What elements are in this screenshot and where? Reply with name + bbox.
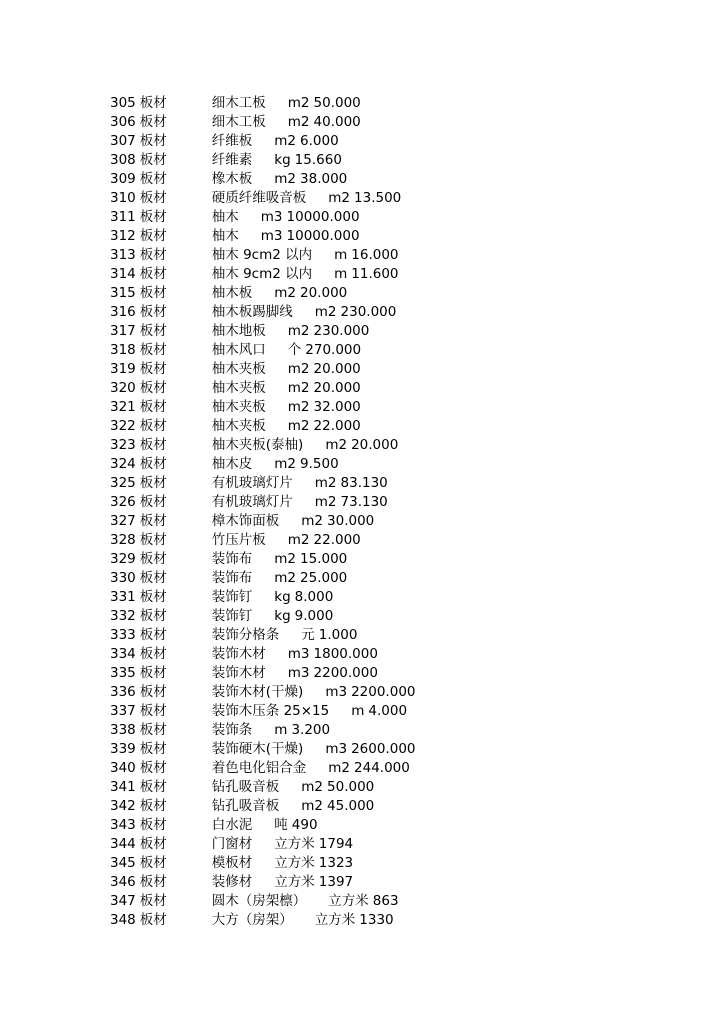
item-price: 4.000 <box>368 703 408 719</box>
item-number: 333 <box>110 627 136 643</box>
list-item <box>110 151 704 170</box>
item-number: 331 <box>110 589 136 605</box>
item-category: 板材 <box>139 209 167 225</box>
item-unit: kg <box>274 608 291 624</box>
item-number: 307 <box>110 133 136 149</box>
list-item <box>110 493 704 512</box>
list-item <box>110 417 704 436</box>
item-category: 板材 <box>139 494 167 510</box>
item-category: 板材 <box>139 323 167 339</box>
item-category: 板材 <box>139 722 167 738</box>
item-category: 板材 <box>139 589 167 605</box>
item-unit: m2 <box>287 95 310 111</box>
list-item <box>110 569 704 588</box>
item-price: 10000.000 <box>286 209 360 225</box>
item-price: 45.000 <box>327 798 375 814</box>
item-unit: m2 <box>301 779 324 795</box>
item-number: 334 <box>110 646 136 662</box>
item-number: 318 <box>110 342 136 358</box>
item-number: 341 <box>110 779 136 795</box>
item-price: 9.500 <box>300 456 339 472</box>
item-category: 板材 <box>139 152 167 168</box>
item-category: 板材 <box>139 380 167 396</box>
item-number: 347 <box>110 893 136 909</box>
list-item <box>110 854 704 873</box>
item-name: 柚木板踢脚线 <box>211 304 293 320</box>
list-item <box>110 170 704 189</box>
item-name: 柚木 9cm2 以内 <box>211 266 313 282</box>
item-number: 344 <box>110 836 136 852</box>
item-category: 板材 <box>139 741 167 757</box>
item-name: 钻孔吸音板 <box>211 798 280 814</box>
item-category: 板材 <box>139 779 167 795</box>
list-item <box>110 683 704 702</box>
item-number: 316 <box>110 304 136 320</box>
item-number: 338 <box>110 722 136 738</box>
item-name: 装饰硬木(干燥) <box>211 741 304 757</box>
item-number: 343 <box>110 817 136 833</box>
item-number: 332 <box>110 608 136 624</box>
item-category: 板材 <box>139 570 167 586</box>
item-category: 板材 <box>139 684 167 700</box>
item-category: 板材 <box>139 855 167 871</box>
item-number: 342 <box>110 798 136 814</box>
item-category: 板材 <box>139 798 167 814</box>
item-name: 装饰钉 <box>211 608 253 624</box>
item-price: 20.000 <box>313 380 361 396</box>
item-unit: m2 <box>287 361 310 377</box>
item-price: 863 <box>372 893 399 909</box>
item-price: 230.000 <box>313 323 370 339</box>
item-name: 柚木板 <box>211 285 253 301</box>
item-category: 板材 <box>139 513 167 529</box>
list-item <box>110 246 704 265</box>
item-category: 板材 <box>139 247 167 263</box>
item-name: 模板材 <box>211 855 253 871</box>
list-item <box>110 607 704 626</box>
item-price: 1323 <box>318 855 354 871</box>
item-unit: m2 <box>287 532 310 548</box>
item-price: 20.000 <box>300 285 348 301</box>
item-price: 40.000 <box>313 114 361 130</box>
item-name: 柚木夹板(泰柚) <box>211 437 304 453</box>
item-name: 装饰布 <box>211 570 253 586</box>
item-category: 板材 <box>139 608 167 624</box>
item-category: 板材 <box>139 133 167 149</box>
item-name: 柚木皮 <box>211 456 253 472</box>
item-category: 板材 <box>139 190 167 206</box>
item-name: 细木工板 <box>211 95 266 111</box>
item-category: 板材 <box>139 437 167 453</box>
item-category: 板材 <box>139 95 167 111</box>
list-item <box>110 911 704 930</box>
item-category: 板材 <box>139 456 167 472</box>
item-price: 16.000 <box>351 247 399 263</box>
item-price: 2200.000 <box>313 665 378 681</box>
item-category: 板材 <box>139 817 167 833</box>
item-number: 330 <box>110 570 136 586</box>
item-number: 327 <box>110 513 136 529</box>
item-price: 1800.000 <box>313 646 378 662</box>
list-item <box>110 531 704 550</box>
item-name: 纤维板 <box>211 133 253 149</box>
item-number: 319 <box>110 361 136 377</box>
item-number: 335 <box>110 665 136 681</box>
item-number: 310 <box>110 190 136 206</box>
item-unit: kg <box>274 152 291 168</box>
item-name: 装饰分格条 <box>211 627 280 643</box>
item-unit: m2 <box>325 437 348 453</box>
list-item <box>110 702 704 721</box>
item-unit: m2 <box>328 190 351 206</box>
item-name: 装饰条 <box>211 722 253 738</box>
item-name: 柚木夹板 <box>211 399 266 415</box>
item-name: 柚木地板 <box>211 323 266 339</box>
item-price: 8.000 <box>294 589 334 605</box>
item-name: 橡木板 <box>211 171 253 187</box>
item-number: 329 <box>110 551 136 567</box>
item-unit: m <box>351 703 365 719</box>
item-number: 320 <box>110 380 136 396</box>
list-item <box>110 550 704 569</box>
item-price: 244.000 <box>354 760 410 776</box>
item-category: 板材 <box>139 532 167 548</box>
item-name: 圆木（房架檩） <box>211 893 307 909</box>
item-name: 有机玻璃灯片 <box>211 494 293 510</box>
item-price: 50.000 <box>327 779 375 795</box>
item-unit: 立方米 <box>274 855 315 871</box>
item-number: 305 <box>110 95 136 111</box>
list-item <box>110 835 704 854</box>
item-number: 313 <box>110 247 136 263</box>
item-category: 板材 <box>139 665 167 681</box>
item-number: 325 <box>110 475 136 491</box>
item-name: 装饰钉 <box>211 589 253 605</box>
item-name: 着色电化铝合金 <box>211 760 307 776</box>
list-item <box>110 341 704 360</box>
item-name: 硬质纤维吸音板 <box>211 190 307 206</box>
item-price: 1397 <box>318 874 354 890</box>
item-number: 345 <box>110 855 136 871</box>
item-price: 1794 <box>318 836 354 852</box>
item-unit: m3 <box>325 684 348 700</box>
item-name: 门窗材 <box>211 836 253 852</box>
item-number: 348 <box>110 912 136 928</box>
item-unit: m2 <box>274 133 297 149</box>
list-item <box>110 512 704 531</box>
item-unit: 立方米 <box>314 912 356 928</box>
item-number: 309 <box>110 171 136 187</box>
list-item <box>110 208 704 227</box>
item-price: 490 <box>291 817 318 833</box>
item-number: 340 <box>110 760 136 776</box>
item-category: 板材 <box>139 703 167 719</box>
list-item <box>110 740 704 759</box>
item-name: 柚木 9cm2 以内 <box>211 247 313 263</box>
item-price: 11.600 <box>351 266 399 282</box>
item-unit: m3 <box>287 646 310 662</box>
item-name: 纤维素 <box>211 152 253 168</box>
item-unit: m2 <box>301 798 324 814</box>
item-name: 柚木夹板 <box>211 380 266 396</box>
item-price: 50.000 <box>313 95 361 111</box>
item-name: 装饰木压条 25×15 <box>211 703 330 719</box>
item-name: 装修材 <box>211 874 253 890</box>
list-item <box>110 474 704 493</box>
item-number: 337 <box>110 703 136 719</box>
item-number: 314 <box>110 266 136 282</box>
item-category: 板材 <box>139 114 167 130</box>
item-number: 326 <box>110 494 136 510</box>
item-name: 装饰木材 <box>211 665 266 681</box>
list-item <box>110 189 704 208</box>
item-unit: 立方米 <box>274 836 315 852</box>
list-item <box>110 132 704 151</box>
list-item <box>110 892 704 911</box>
item-category: 板材 <box>139 399 167 415</box>
item-unit: m2 <box>274 570 297 586</box>
item-category: 板材 <box>139 171 167 187</box>
item-price: 2200.000 <box>351 684 416 700</box>
item-category: 板材 <box>139 361 167 377</box>
list-item <box>110 227 704 246</box>
item-unit: m3 <box>287 665 310 681</box>
list-item <box>110 759 704 778</box>
item-category: 板材 <box>139 304 167 320</box>
item-category: 板材 <box>139 893 167 909</box>
list-item <box>110 303 704 322</box>
item-number: 317 <box>110 323 136 339</box>
list-item <box>110 797 704 816</box>
item-number: 328 <box>110 532 136 548</box>
item-price: 22.000 <box>313 532 361 548</box>
item-unit: m2 <box>287 114 310 130</box>
item-number: 324 <box>110 456 136 472</box>
item-number: 321 <box>110 399 136 415</box>
list-item <box>110 436 704 455</box>
item-number: 336 <box>110 684 136 700</box>
item-unit: m3 <box>260 228 283 244</box>
list-item <box>110 113 704 132</box>
item-name: 大方（房架） <box>211 912 293 928</box>
item-price: 270.000 <box>305 342 362 358</box>
item-unit: m2 <box>274 285 297 301</box>
item-number: 346 <box>110 874 136 890</box>
list-item <box>110 664 704 683</box>
item-unit: kg <box>274 589 291 605</box>
item-unit: 元 <box>301 627 315 643</box>
list-item <box>110 360 704 379</box>
item-unit: m <box>274 722 288 738</box>
list-item <box>110 721 704 740</box>
item-price: 20.000 <box>313 361 361 377</box>
item-category: 板材 <box>139 342 167 358</box>
item-price: 20.000 <box>351 437 399 453</box>
list-item <box>110 398 704 417</box>
item-category: 板材 <box>139 266 167 282</box>
item-number: 315 <box>110 285 136 301</box>
item-unit: m <box>334 266 348 282</box>
item-unit: 立方米 <box>328 893 369 909</box>
item-price: 25.000 <box>300 570 348 586</box>
item-name: 竹压片板 <box>211 532 266 548</box>
item-name: 钻孔吸音板 <box>211 779 280 795</box>
item-unit: m2 <box>314 304 337 320</box>
item-price: 6.000 <box>300 133 339 149</box>
item-unit: m2 <box>287 323 310 339</box>
item-name: 有机玻璃灯片 <box>211 475 293 491</box>
item-unit: m2 <box>287 418 310 434</box>
item-number: 322 <box>110 418 136 434</box>
item-unit: 吨 <box>274 817 288 833</box>
item-price: 1330 <box>359 912 394 928</box>
item-unit: m2 <box>274 456 297 472</box>
item-category: 板材 <box>139 418 167 434</box>
item-name: 樟木饰面板 <box>211 513 280 529</box>
item-unit: m2 <box>314 494 337 510</box>
list-item <box>110 265 704 284</box>
item-number: 306 <box>110 114 136 130</box>
item-unit: m3 <box>325 741 348 757</box>
item-name: 装饰布 <box>211 551 253 567</box>
item-unit: m2 <box>301 513 324 529</box>
list-item <box>110 284 704 303</box>
item-name: 柚木 <box>211 209 239 225</box>
list-item <box>110 322 704 341</box>
item-unit: m <box>334 247 348 263</box>
material-price-list <box>110 94 704 930</box>
list-item <box>110 645 704 664</box>
item-number: 323 <box>110 437 136 453</box>
item-unit: m2 <box>328 760 351 776</box>
item-price: 15.000 <box>300 551 348 567</box>
item-name: 柚木夹板 <box>211 418 266 434</box>
item-number: 311 <box>110 209 136 225</box>
item-category: 板材 <box>139 475 167 491</box>
item-unit: m2 <box>274 171 297 187</box>
item-name: 柚木夹板 <box>211 361 266 377</box>
item-category: 板材 <box>139 627 167 643</box>
item-category: 板材 <box>139 646 167 662</box>
item-name: 细木工板 <box>211 114 266 130</box>
item-price: 13.500 <box>354 190 402 206</box>
item-name: 装饰木材 <box>211 646 266 662</box>
list-item <box>110 816 704 835</box>
item-category: 板材 <box>139 874 167 890</box>
item-name: 白水泥 <box>211 817 253 833</box>
item-name: 柚木风口 <box>211 342 266 358</box>
item-category: 板材 <box>139 285 167 301</box>
item-unit: m3 <box>260 209 283 225</box>
item-category: 板材 <box>139 228 167 244</box>
item-unit: m2 <box>314 475 337 491</box>
item-price: 32.000 <box>313 399 361 415</box>
item-price: 38.000 <box>300 171 348 187</box>
item-unit: m2 <box>274 551 297 567</box>
item-unit: 个 <box>287 342 302 358</box>
item-unit: m2 <box>287 380 310 396</box>
list-item <box>110 626 704 645</box>
item-category: 板材 <box>139 912 167 928</box>
item-category: 板材 <box>139 551 167 567</box>
item-name: 柚木 <box>211 228 239 244</box>
item-category: 板材 <box>139 760 167 776</box>
list-item <box>110 588 704 607</box>
item-name: 装饰木材(干燥) <box>211 684 304 700</box>
item-number: 308 <box>110 152 136 168</box>
item-number: 312 <box>110 228 136 244</box>
item-price: 2600.000 <box>351 741 416 757</box>
item-number: 339 <box>110 741 136 757</box>
item-unit: m2 <box>287 399 310 415</box>
item-price: 73.130 <box>340 494 388 510</box>
item-price: 15.660 <box>294 152 342 168</box>
item-price: 230.000 <box>340 304 397 320</box>
list-item <box>110 873 704 892</box>
item-price: 10000.000 <box>286 228 360 244</box>
item-price: 22.000 <box>313 418 361 434</box>
item-price: 9.000 <box>294 608 334 624</box>
item-category: 板材 <box>139 836 167 852</box>
item-price: 1.000 <box>318 627 358 643</box>
item-price: 3.200 <box>291 722 331 738</box>
item-unit: 立方米 <box>274 874 315 890</box>
item-price: 83.130 <box>340 475 388 491</box>
list-item <box>110 778 704 797</box>
item-price: 30.000 <box>327 513 375 529</box>
list-item <box>110 94 704 113</box>
list-item <box>110 455 704 474</box>
list-item <box>110 379 704 398</box>
